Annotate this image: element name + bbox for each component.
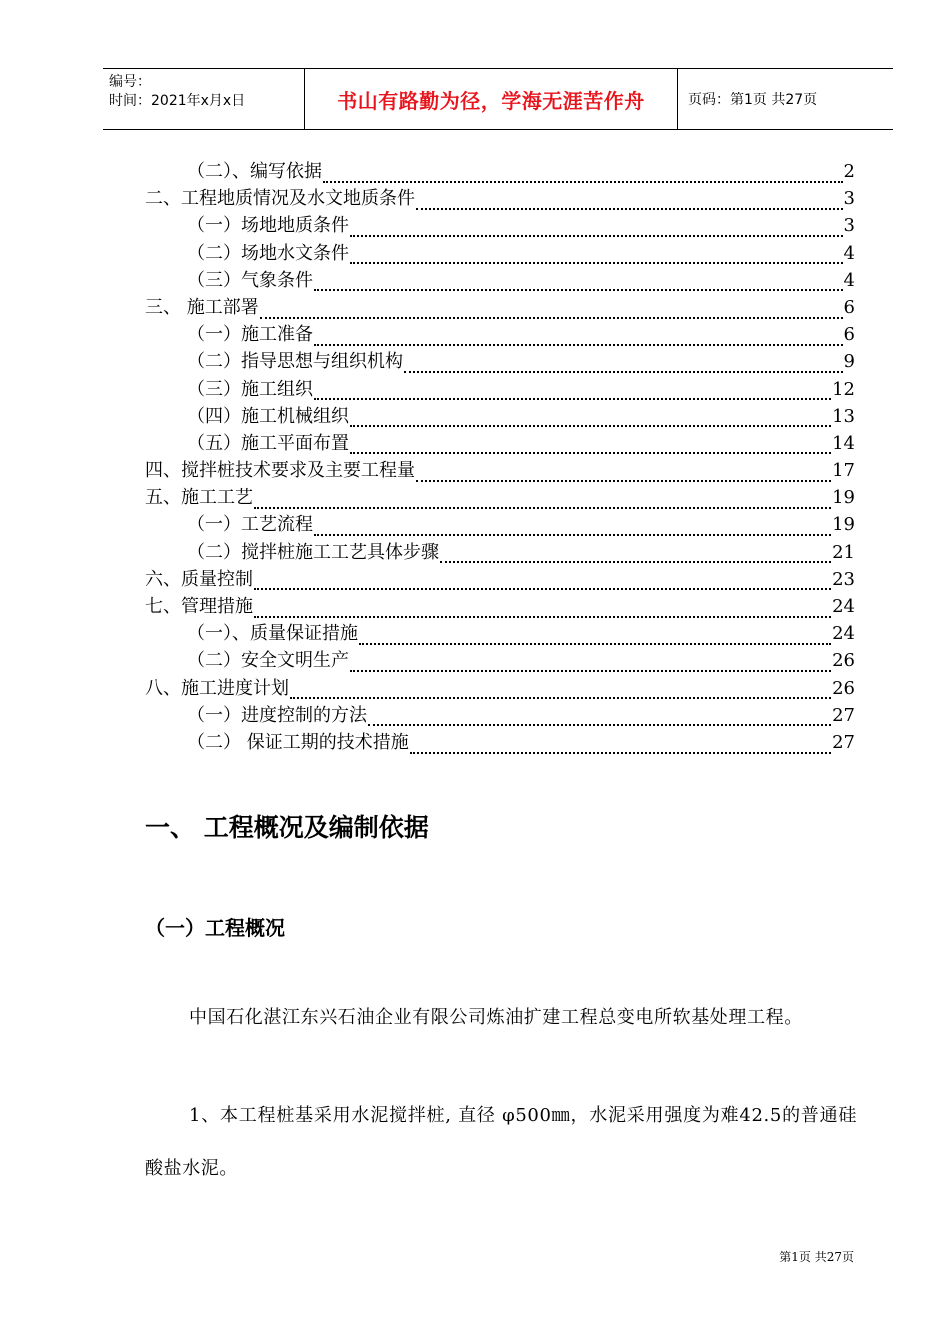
header-motto: 书山有路勤为径，学海无涯苦作舟 bbox=[305, 69, 678, 129]
toc-entry-title: （二）场地水文条件 bbox=[187, 242, 349, 264]
toc-entry-page: 6 bbox=[843, 296, 855, 318]
toc-entry-page: 24 bbox=[832, 596, 855, 617]
toc-entry-page: 26 bbox=[832, 650, 855, 672]
toc-entry-title: （一）场地地质条件 bbox=[187, 215, 349, 237]
toc-entry[interactable] bbox=[145, 729, 855, 756]
toc-entry-page: 3 bbox=[843, 188, 855, 210]
toc-leader-dots bbox=[314, 336, 843, 346]
subsection-heading: （一）工程概况 bbox=[145, 916, 285, 940]
toc-leader-dots bbox=[314, 281, 843, 291]
toc-entry[interactable] bbox=[145, 348, 855, 375]
toc-leader-dots bbox=[350, 662, 831, 672]
toc-entry-page: 27 bbox=[832, 704, 855, 726]
toc-entry[interactable] bbox=[145, 267, 855, 294]
toc-entry-page: 4 bbox=[843, 242, 855, 264]
toc-entry[interactable] bbox=[145, 294, 855, 321]
toc-entry-page: 14 bbox=[832, 432, 855, 454]
toc-leader-dots bbox=[404, 363, 843, 373]
section-heading: 一、 工程概况及编制依据 bbox=[145, 813, 429, 842]
toc-entry[interactable] bbox=[145, 593, 855, 620]
toc-entry[interactable] bbox=[145, 539, 855, 566]
toc-entry[interactable] bbox=[145, 185, 855, 212]
toc-entry-title: （二）安全文明生产 bbox=[187, 650, 349, 672]
toc-entry-page: 21 bbox=[832, 541, 855, 563]
toc-leader-dots bbox=[350, 444, 831, 454]
toc-entry-page: 23 bbox=[832, 568, 855, 590]
toc-leader-dots bbox=[368, 716, 831, 726]
toc-leader-dots bbox=[254, 608, 831, 618]
toc-leader-dots bbox=[359, 635, 831, 645]
toc-entry[interactable] bbox=[145, 240, 855, 267]
toc-leader-dots bbox=[350, 227, 843, 237]
document-time-label: 时间：2021年x月x日 bbox=[109, 93, 246, 109]
toc-entry-title: （二）搅拌桩施工工艺具体步骤 bbox=[187, 541, 439, 563]
toc-entry[interactable] bbox=[145, 675, 855, 702]
toc-leader-dots bbox=[314, 390, 831, 400]
toc-entry[interactable] bbox=[145, 321, 855, 348]
toc-entry[interactable] bbox=[145, 457, 855, 484]
page-footer: 第1页 共27页 bbox=[779, 1250, 854, 1264]
page-header bbox=[103, 68, 893, 130]
toc-entry-title: （三）施工组织 bbox=[187, 378, 313, 400]
toc-entry-page: 4 bbox=[843, 269, 855, 291]
toc-entry-title: 四、搅拌桩技术要求及主要工程量 bbox=[145, 460, 415, 482]
toc-entry-page: 19 bbox=[832, 487, 855, 509]
document-number-label: 编号： bbox=[109, 74, 151, 90]
toc-entry[interactable] bbox=[145, 403, 855, 430]
toc-leader-dots bbox=[410, 744, 831, 754]
toc-entry-title: （四）施工机械组织 bbox=[187, 405, 349, 427]
toc-entry-title: （二） 保证工期的技术措施 bbox=[187, 731, 409, 753]
toc-entry-page: 26 bbox=[832, 677, 855, 699]
toc-entry-page: 12 bbox=[832, 378, 855, 400]
toc-entry-title: （三）气象条件 bbox=[187, 269, 313, 291]
toc-entry-page: 24 bbox=[832, 623, 855, 645]
toc-entry[interactable] bbox=[145, 702, 855, 729]
toc-leader-dots bbox=[416, 472, 831, 482]
toc-entry-title: （一）施工准备 bbox=[187, 324, 313, 346]
table-of-contents bbox=[145, 158, 855, 756]
toc-entry[interactable] bbox=[145, 430, 855, 457]
toc-entry-page: 17 bbox=[832, 460, 855, 482]
toc-leader-dots bbox=[254, 580, 831, 590]
toc-entry[interactable] bbox=[145, 484, 855, 511]
toc-entry-title: 八、施工进度计划 bbox=[145, 677, 289, 699]
toc-entry-page: 3 bbox=[843, 215, 855, 237]
toc-entry-page: 6 bbox=[843, 324, 855, 346]
header-meta bbox=[103, 69, 305, 129]
header-page-info: 页码：第1页 共27页 bbox=[688, 92, 818, 108]
toc-leader-dots bbox=[440, 553, 831, 563]
body-paragraph: 中国石化湛江东兴石油企业有限公司炼油扩建工程总变电所软基处理工程。 bbox=[189, 1007, 803, 1028]
toc-entry-title: （二）指导思想与组织机构 bbox=[187, 351, 403, 373]
toc-entry[interactable] bbox=[145, 620, 855, 647]
toc-leader-dots bbox=[254, 499, 831, 509]
toc-entry[interactable] bbox=[145, 376, 855, 403]
toc-entry[interactable] bbox=[145, 511, 855, 538]
toc-entry-title: 三、 施工部署 bbox=[145, 296, 259, 318]
toc-entry-page: 27 bbox=[832, 731, 855, 753]
toc-entry-page: 19 bbox=[832, 514, 855, 536]
toc-entry[interactable] bbox=[145, 647, 855, 674]
toc-leader-dots bbox=[350, 417, 831, 427]
toc-entry[interactable] bbox=[145, 566, 855, 593]
toc-entry-title: 六、质量控制 bbox=[145, 568, 253, 590]
toc-leader-dots bbox=[314, 526, 831, 536]
toc-entry-title: 二、工程地质情况及水文地质条件 bbox=[145, 188, 415, 210]
toc-entry-title: （一）工艺流程 bbox=[187, 514, 313, 536]
toc-leader-dots bbox=[290, 689, 831, 699]
toc-leader-dots bbox=[350, 254, 843, 264]
toc-entry-page: 2 bbox=[843, 161, 855, 182]
body-paragraph: 1、本工程桩基采用水泥搅拌桩, 直径 φ500㎜，水泥采用强度为难42.5的普通硅酸盐水泥。 bbox=[145, 1105, 857, 1179]
toc-entry-title: 七、管理措施 bbox=[145, 596, 253, 617]
toc-entry-title: （一）进度控制的方法 bbox=[187, 704, 367, 726]
toc-entry[interactable] bbox=[145, 212, 855, 239]
toc-entry[interactable] bbox=[145, 158, 855, 185]
toc-leader-dots bbox=[323, 173, 843, 183]
toc-entry-title: （一）、质量保证措施 bbox=[187, 623, 358, 645]
toc-leader-dots bbox=[260, 309, 843, 319]
toc-entry-title: 五、施工工艺 bbox=[145, 487, 253, 509]
toc-entry-title: （二）、编写依据 bbox=[187, 161, 322, 182]
toc-entry-title: （五）施工平面布置 bbox=[187, 432, 349, 454]
toc-entry-page: 9 bbox=[843, 351, 855, 373]
toc-leader-dots bbox=[416, 200, 843, 210]
toc-entry-page: 13 bbox=[832, 405, 855, 427]
